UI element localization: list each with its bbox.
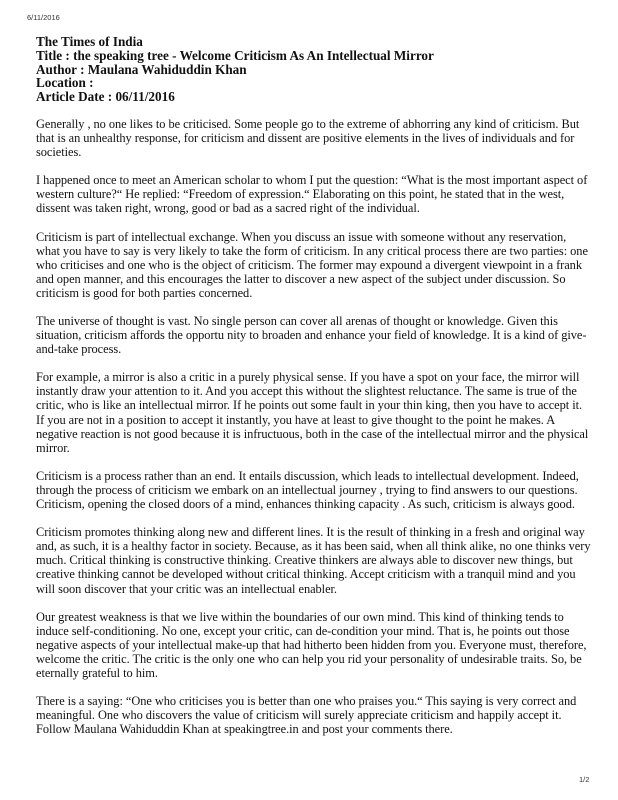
- article-meta: [36, 35, 592, 104]
- print-date: 6/11/2016: [27, 13, 60, 22]
- paragraph: The universe of thought is vast. No single person can cover all arenas of thought or knowledge. Given this situation, criticism affords the opportu nity to broaden and enhance your field of knowledge. It is a kind of give-and-take process.: [36, 314, 587, 357]
- paragraph: Criticism is a process rather than an end. It entails discussion, which leads to intellectual development. Indeed, through the process of criticism we embark on an intellectual journey , trying to find answers to our questions. Criticism, opening the closed doors of a mind, enhances thinking capacity . As such, criticism is always good.: [36, 468, 579, 512]
- paragraph: I happened once to meet an American scholar to whom I put the question: “What is the most important aspect of western culture?“ He replied: “Freedom of expression.“ Elaborating on this point, he stated that in the west, dissent was taken right, wrong, good or bad as a sacred right of the individual.: [36, 173, 588, 216]
- article-date: Article Date : 06/11/2016: [36, 89, 175, 105]
- paragraph: Generally , no one likes to be criticised. Some people go to the extreme of abhorring any kind of criticism. But that is an unhealthy response, for criticism and dissent are positive elements in the lives of individuals and for societies.: [36, 116, 580, 160]
- paragraph: For example, a mirror is also a critic in a purely physical sense. If you have a spot on your face, the mirror will instantly draw your attention to it. And you accept this without the slightest reluctance. The same is true of the critic, who is like an intellectual mirror. If he points out some fault in your thin king, then you have to accept it. If you are not in a position to accept it instantly, you have at least to give thought to the point he makes. A negative reaction is not good because it is infructuous, both in the case of the intellectual mirror and the physical mirror.: [36, 370, 589, 455]
- paragraph: There is a saying: “One who criticises you is better than one who praises you.“ This saying is very correct and meaningful. One who discovers the value of criticism will surely appreciate criticism and happily accept it. Follow Maulana Wahiduddin Khan at speakingtree.in and post your comments there.: [36, 694, 577, 737]
- article-body: [36, 117, 592, 736]
- publication-name: The Times of India: [36, 34, 143, 49]
- article: [36, 35, 592, 750]
- page-number: 1/2: [579, 775, 590, 784]
- paragraph: Criticism promotes thinking along new and different lines. It is the result of thinking in a fresh and original way and, as such, it is a healthy factor in society. Because, as it has been said, when all think alike, no one thinks very much. Critical thinking is constructive thinking. Creative thinkers are always able to discover new things, but creative thinking cannot be developed without critical thinking. Accept criticism with a tranquil mind and you will soon discover that your critic was an intellectual enabler.: [36, 525, 591, 596]
- paragraph: Our greatest weakness is that we live within the boundaries of our own mind. This kind of thinking tends to induce self-conditioning. No one, except your critic, can de-condition your mind. That is, he points out those negative aspects of your intellectual make-up that had hitherto been hidden from you. Everyone must, therefore, welcome the critic. The critic is the only one who can help you rid your personality of undesirable traits. So, be eternally grateful to him.: [36, 609, 587, 680]
- article-author: Author : Maulana Wahiduddin Khan: [36, 61, 247, 77]
- paragraph: Criticism is part of intellectual exchange. When you discuss an issue with someone without any reservation, what you have to say is very likely to take the form of criticism. In any critical process there are two parties: one who criticises and one who is the object of criticism. The former may expound a divergent viewpoint in a frank and open manner, and this encourages the latter to discover a new aspect of the subject under discussion. So criticism is good for both parties concerned.: [36, 229, 588, 300]
- article-title: Title : the speaking tree - Welcome Criticism As An Intellectual Mirror: [36, 47, 434, 63]
- article-location: Location :: [36, 75, 94, 91]
